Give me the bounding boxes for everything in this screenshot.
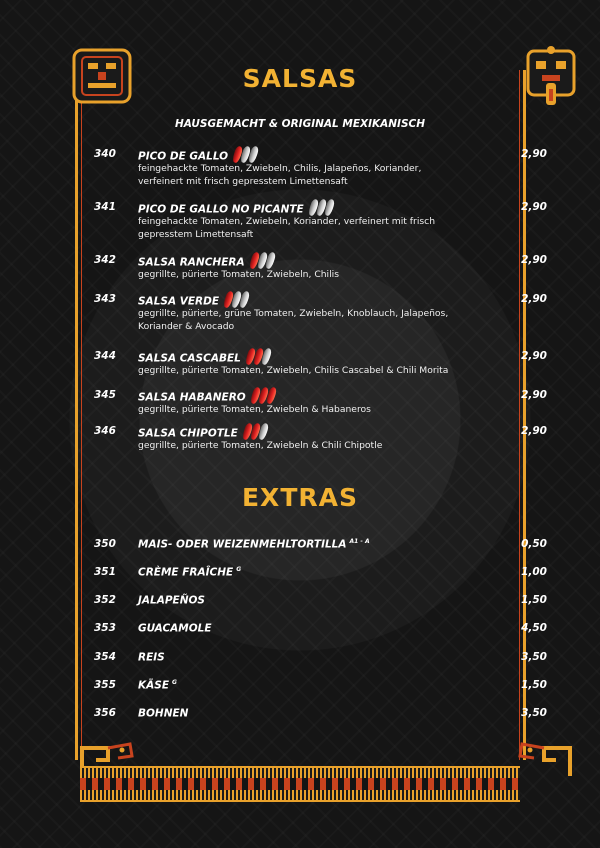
- item-price: 2,90: [521, 389, 547, 401]
- item-number: 352: [94, 594, 116, 606]
- item-name: [138, 538, 370, 551]
- item-name-text: CRÈME FRAÎCHE: [138, 566, 234, 579]
- item-name-text: MAIS- ODER WEIZENMEHLTORTILLA: [138, 538, 347, 551]
- item-name: [138, 594, 208, 607]
- item-name-text: SALSA HABANERO: [138, 391, 246, 404]
- item-price: 2,90: [521, 201, 547, 213]
- item-number: 350: [94, 538, 116, 550]
- item-number: 342: [94, 254, 116, 266]
- item-name-text: SALSA CASCABEL: [138, 352, 241, 365]
- item-number: 346: [94, 425, 116, 437]
- item-description: gegrillte, pürierte Tomaten, Zwiebeln & Habaneros: [138, 404, 371, 415]
- item-name: [138, 651, 168, 664]
- spice-indicator: [310, 199, 333, 216]
- spice-indicator: [252, 387, 275, 404]
- item-number: 354: [94, 651, 116, 663]
- item-number: 340: [94, 148, 116, 160]
- item-number: 344: [94, 350, 116, 362]
- item-description: feingehackte Tomaten, Zwiebeln, Koriander, verfeinert mit frisch gepresstem Limettensaft: [138, 216, 436, 240]
- item-description: gegrillte, pürierte Tomaten, Zwiebeln & Chili Chipotle: [138, 440, 383, 451]
- spice-indicator: [225, 291, 248, 308]
- item-name-text: SALSA CHIPOTLE: [138, 427, 238, 440]
- item-number: 345: [94, 389, 116, 401]
- item-name: [138, 679, 177, 692]
- item-price: 2,90: [521, 254, 547, 266]
- serpent-right-icon: [516, 740, 574, 780]
- item-name-text: KÄSE: [138, 679, 169, 692]
- item-name: [138, 622, 215, 635]
- item-price: 2,90: [521, 293, 547, 305]
- spice-indicator: [234, 146, 257, 163]
- item-name-text: JALAPEÑOS: [138, 594, 205, 607]
- item-description: gegrillte, pürierte Tomaten, Zwiebeln, Chilis Cascabel & Chili Morita: [138, 365, 449, 376]
- item-number: 343: [94, 293, 116, 305]
- item-price: 2,90: [521, 148, 547, 160]
- item-description: gegrillte, pürierte, grüne Tomaten, Zwiebeln, Knoblauch, Jalapeños, Koriander & Avocado: [138, 308, 449, 332]
- item-price: 3,50: [521, 651, 547, 663]
- item-price: 1,00: [521, 566, 547, 578]
- item-description: gegrillte, pürierte Tomaten, Zwiebeln, Chilis: [138, 269, 340, 280]
- extras-title: EXTRAS: [241, 483, 358, 512]
- item-name: [138, 566, 241, 579]
- item-name-text: REIS: [138, 651, 165, 664]
- item-name-text: SALSA RANCHERA: [138, 256, 245, 269]
- allergen-note: A1 - A: [349, 538, 370, 545]
- item-number: 353: [94, 622, 116, 634]
- item-number: 356: [94, 707, 116, 719]
- allergen-note: G: [172, 679, 177, 686]
- item-description: feingehackte Tomaten, Zwiebeln, Chilis, Jalapeños, Koriander, verfeinert mit frisch gepresstem Limettensaft: [138, 163, 422, 187]
- item-price: 3,50: [521, 707, 547, 719]
- item-price: 1,50: [521, 679, 547, 691]
- item-name-text: PICO DE GALLO NO PICANTE: [138, 203, 304, 216]
- item-price: 2,90: [521, 350, 547, 362]
- spice-indicator: [251, 252, 274, 269]
- item-name-text: SALSA VERDE: [138, 295, 219, 308]
- item-name: [138, 707, 191, 720]
- item-number: 351: [94, 566, 116, 578]
- item-price: 1,50: [521, 594, 547, 606]
- salsas-subtitle: HAUSGEMACHT & ORIGINAL MEXIKANISCH: [174, 118, 426, 130]
- item-price: 0,50: [521, 538, 547, 550]
- item-name-text: BOHNEN: [138, 707, 189, 720]
- aztec-border-band: [80, 766, 520, 802]
- item-price: 4,50: [521, 622, 547, 634]
- item-name-text: GUACAMOLE: [138, 622, 212, 635]
- item-price: 2,90: [521, 425, 547, 437]
- item-number: 341: [94, 201, 116, 213]
- item-number: 355: [94, 679, 116, 691]
- spice-indicator: [247, 348, 270, 365]
- spice-indicator: [244, 423, 267, 440]
- salsas-title: SALSAS: [242, 64, 358, 93]
- item-name-text: PICO DE GALLO: [138, 150, 229, 163]
- allergen-note: G: [236, 566, 242, 573]
